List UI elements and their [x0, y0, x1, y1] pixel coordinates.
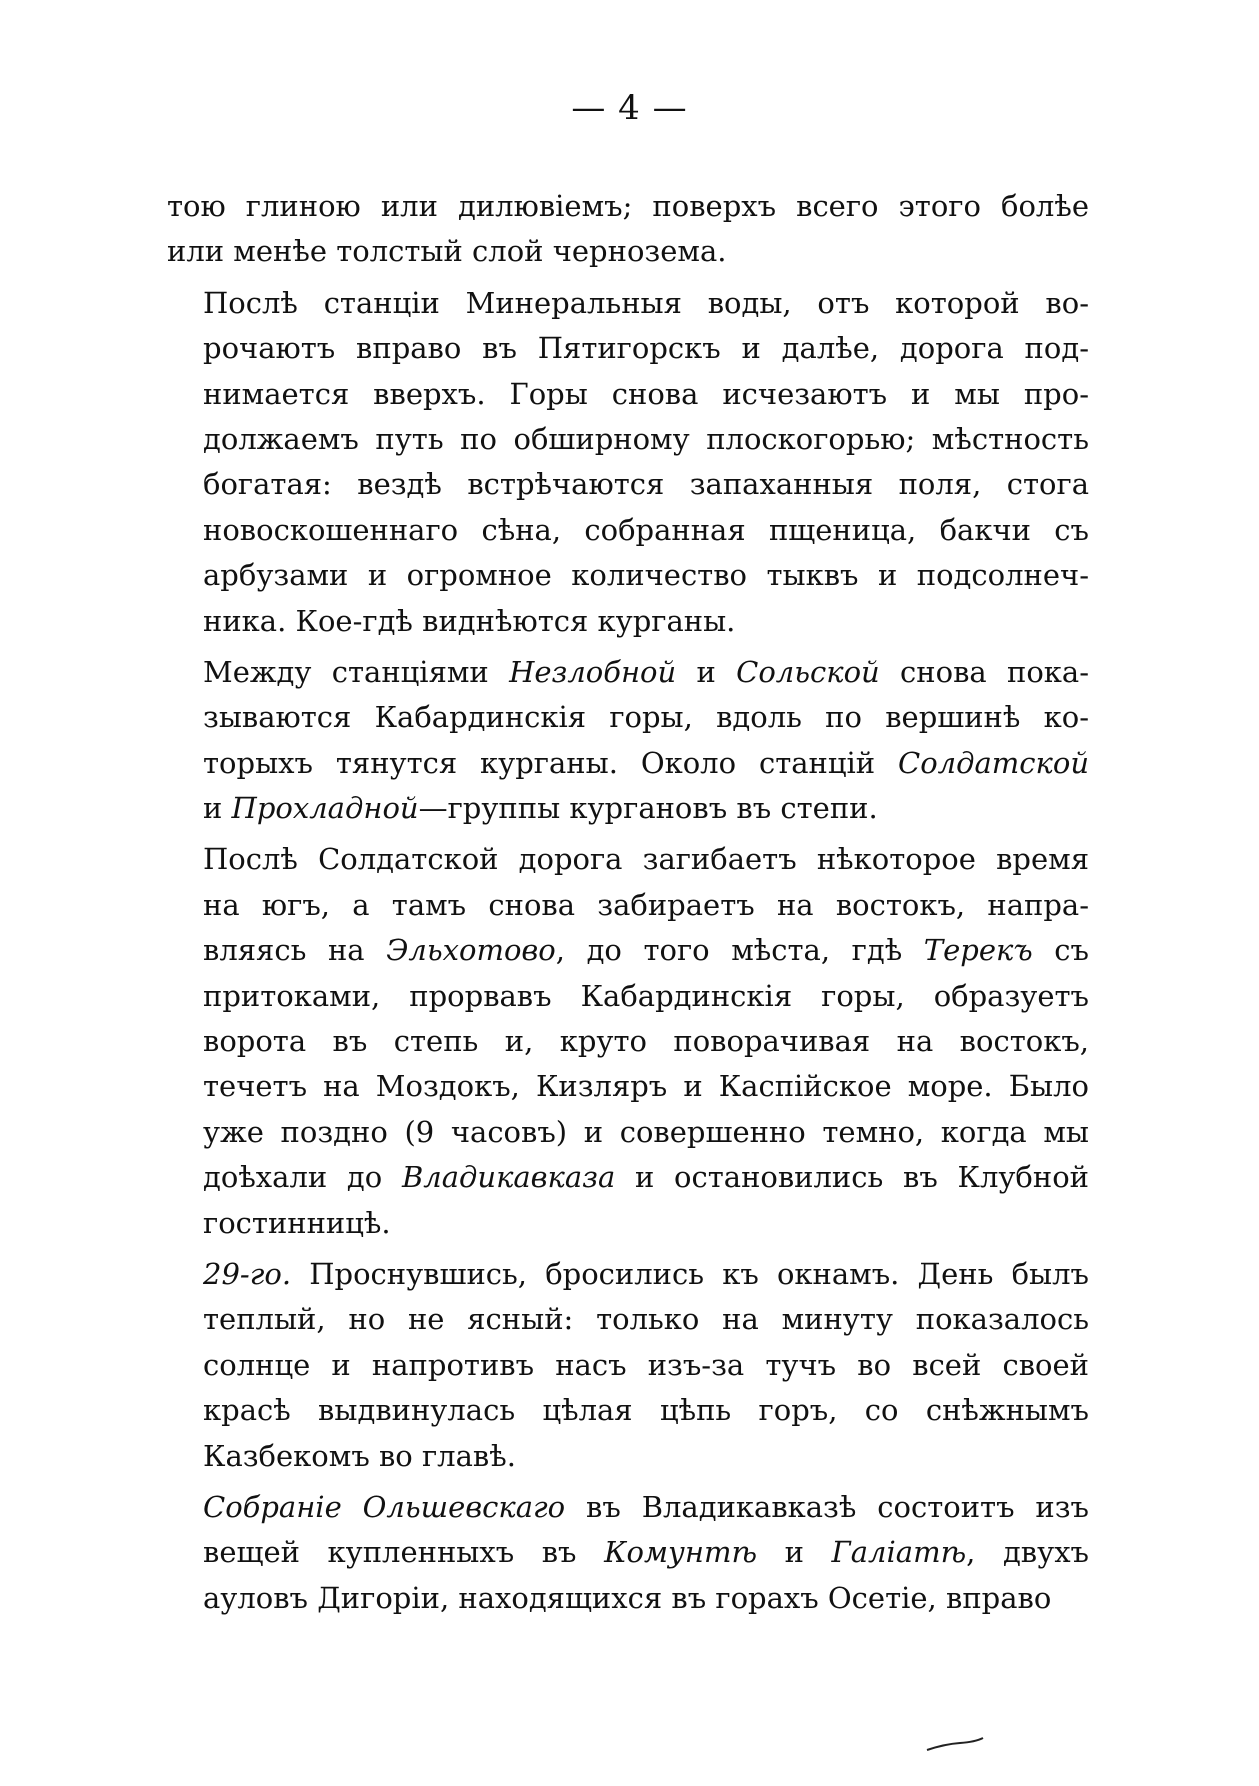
text-segment: течетъ на Моздокъ, Кизляръ и Каспійское море. Было — [203, 1069, 1089, 1104]
text-line — [167, 1297, 1089, 1342]
italic-text: Прохладной — [231, 791, 419, 826]
text-segment: Проснувшись, бросились къ окнамъ. День былъ — [291, 1256, 1089, 1291]
text-segment: въ Владикавказѣ состоитъ изъ — [565, 1489, 1089, 1524]
text-segment: ауловъ Дигоріи, находящихся въ горахъ Осетіе, вправо — [203, 1580, 1052, 1615]
text-segment: или менѣе толстый слой чернозема. — [167, 234, 727, 269]
text-segment: и — [757, 1535, 832, 1570]
text-segment: ника. Кое-гдѣ виднѣются курганы. — [203, 603, 736, 638]
text-line — [167, 462, 1089, 507]
paragraph — [167, 184, 1089, 275]
text-line — [167, 1434, 1089, 1479]
text-segment: теплый, но не ясный: только на минуту показалось — [203, 1302, 1089, 1337]
text-line — [167, 883, 1089, 928]
text-segment: вляясь на — [203, 933, 387, 968]
text-line — [167, 1252, 1089, 1297]
text-line — [167, 786, 1089, 831]
text-segment: арбузами и огромное количество тыквъ и подсолнеч- — [203, 558, 1089, 593]
text-segment: рочаютъ вправо въ Пятигорскъ и далѣе, дорога под- — [203, 331, 1089, 366]
page-number: — 4 — — [571, 88, 688, 128]
text-segment: новоскошеннаго сѣна, собранная пщеница, бакчи съ — [203, 512, 1089, 547]
paragraph — [167, 837, 1089, 1246]
text-segment: вещей купленныхъ въ — [203, 1535, 605, 1570]
italic-text: Сольской — [736, 654, 880, 689]
paragraph — [167, 650, 1089, 832]
italic-text: 29-го. — [203, 1256, 292, 1291]
italic-text: Незлобной — [509, 654, 677, 689]
text-segment: Казбекомъ во главѣ. — [203, 1438, 516, 1473]
text-line — [167, 974, 1089, 1019]
text-segment: и — [676, 654, 737, 689]
text-line — [167, 417, 1089, 462]
text-segment: торыхъ тянутся курганы. Около станцій — [203, 745, 899, 780]
text-segment: и — [203, 791, 232, 826]
text-line — [167, 1110, 1089, 1155]
text-segment: Послѣ Солдатской дорога загибаетъ нѣкоторое время — [203, 842, 1089, 877]
text-segment: должаемъ путь по обширному плоскогорью; мѣстность — [203, 421, 1089, 456]
text-line — [167, 1576, 1089, 1621]
text-line — [167, 508, 1089, 553]
text-line — [167, 741, 1089, 786]
text-line — [167, 553, 1089, 598]
text-line — [167, 1201, 1089, 1246]
pen-stroke-mark — [925, 1736, 985, 1754]
text-segment: Послѣ станціи Минеральныя воды, отъ которой во- — [203, 285, 1089, 320]
text-segment: красѣ выдвинулась цѣлая цѣпь горъ, со снѣжнымъ — [203, 1393, 1089, 1428]
text-segment: притоками, прорвавъ Кабардинскія горы, образуетъ — [203, 978, 1089, 1013]
italic-text: Галіатѣ — [831, 1535, 967, 1570]
text-line — [167, 650, 1089, 695]
italic-text: Комунтѣ — [604, 1535, 758, 1570]
text-line — [167, 837, 1089, 882]
text-segment: и остановились въ Клубной — [615, 1160, 1089, 1195]
paragraph — [167, 1252, 1089, 1479]
paragraph — [167, 1485, 1089, 1621]
italic-text: Собраніе Ольшевскаго — [203, 1489, 566, 1524]
text-line — [167, 1343, 1089, 1388]
text-line — [167, 229, 1089, 274]
text-segment: снова пока- — [879, 654, 1089, 689]
text-line — [167, 372, 1089, 417]
text-line — [167, 326, 1089, 371]
text-line — [167, 184, 1089, 229]
italic-text: Эльхотово — [386, 933, 556, 968]
text-segment: , двухъ — [966, 1535, 1089, 1570]
text-line — [167, 1019, 1089, 1064]
text-segment: съ — [1032, 933, 1089, 968]
text-line — [167, 281, 1089, 326]
text-segment: доѣхали до — [203, 1160, 402, 1195]
body-text — [167, 184, 1089, 1621]
text-segment: на югъ, а тамъ снова забираетъ на востокъ, напра- — [203, 887, 1089, 922]
text-segment: Между станціями — [203, 654, 510, 689]
text-segment: зываются Кабардинскія горы, вдоль по вершинѣ ко- — [203, 700, 1089, 735]
text-segment: богатая: вездѣ встрѣчаются запаханныя поля, стога — [203, 467, 1089, 502]
text-segment: нимается вверхъ. Горы снова исчезаютъ и мы про- — [203, 376, 1089, 411]
text-segment: ворота въ степь и, круто поворачивая на востокъ, — [203, 1024, 1089, 1059]
text-segment: тою глиною или дилювіемъ; поверхъ всего этого болѣе — [167, 189, 1089, 223]
text-segment: —группы кургановъ въ степи. — [418, 791, 878, 826]
text-line — [167, 1064, 1089, 1109]
text-segment: , до того мѣста, гдѣ — [555, 933, 924, 968]
italic-text: Владикавказа — [401, 1160, 616, 1195]
text-line — [167, 928, 1089, 973]
text-segment: солнце и напротивъ насъ изъ-за тучъ во всей своей — [203, 1347, 1089, 1382]
text-line — [167, 1155, 1089, 1200]
text-line — [167, 1530, 1089, 1575]
text-line — [167, 695, 1089, 740]
paragraph — [167, 281, 1089, 644]
italic-text: Солдатской — [898, 745, 1089, 780]
text-line — [167, 599, 1089, 644]
text-line — [167, 1388, 1089, 1433]
text-segment: гостинницѣ. — [203, 1205, 391, 1240]
text-line — [167, 1485, 1089, 1530]
text-segment: уже поздно (9 часовъ) и совершенно темно, когда мы — [203, 1114, 1089, 1149]
italic-text: Терекъ — [923, 933, 1033, 968]
